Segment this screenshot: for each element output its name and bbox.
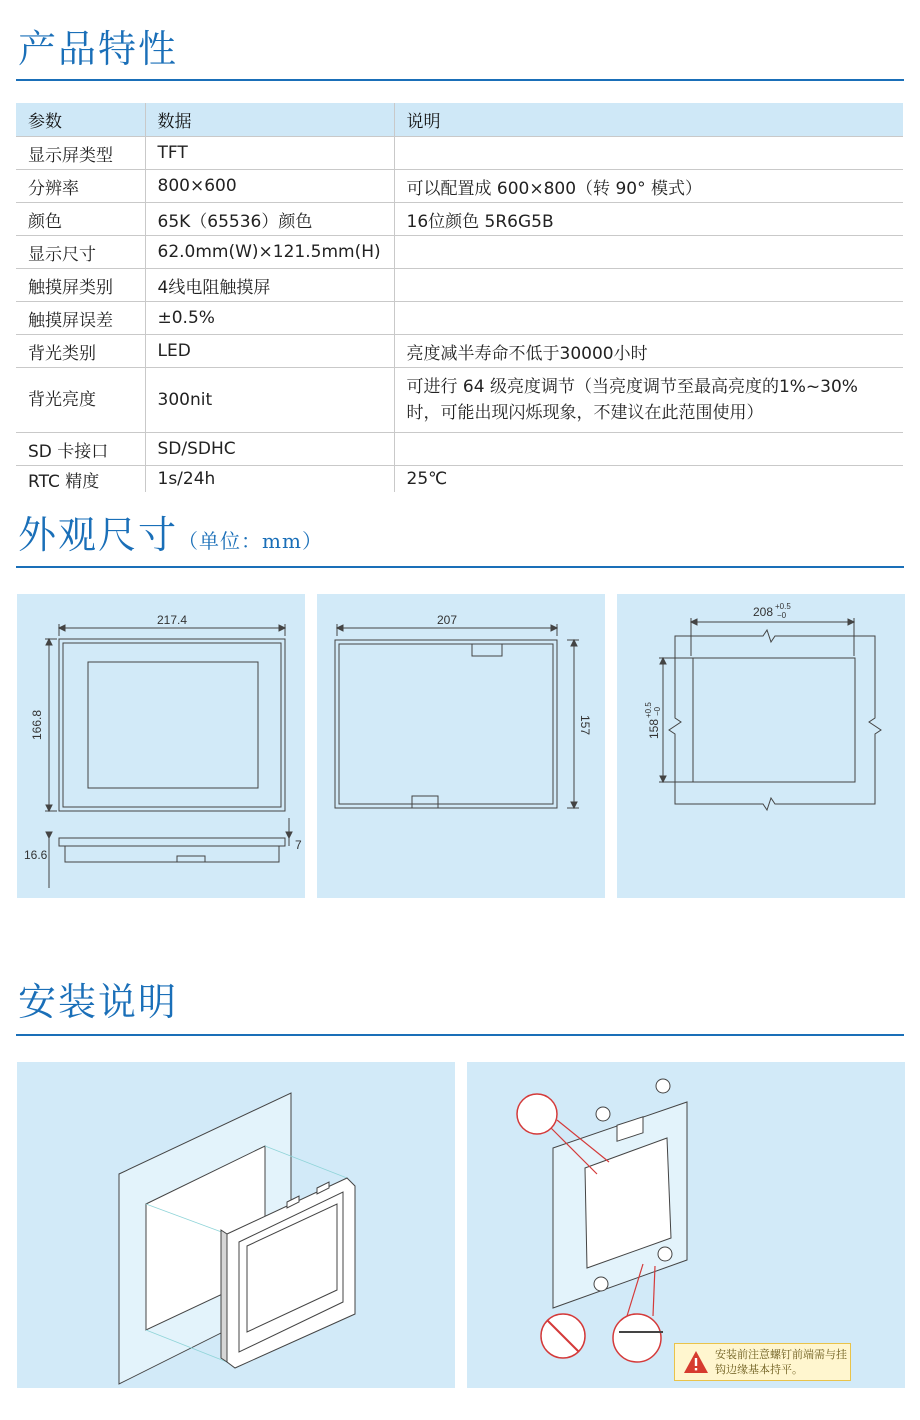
table-row (16, 137, 903, 170)
cell-desc (394, 269, 903, 302)
cutout-width-tol-plus: +0.5 (775, 602, 791, 611)
cell-desc: 25℃ (394, 466, 903, 493)
header-data: 数据 (145, 103, 394, 137)
cutout-drawing (617, 594, 905, 898)
front-view-panel (17, 594, 305, 898)
side-bezel-label: 7 (295, 838, 302, 852)
cell-desc: 亮度减半寿命不低于30000小时 (394, 335, 903, 368)
cutout-height-tol-minus: −0 (653, 706, 662, 716)
cell-param: 触摸屏类别 (16, 269, 145, 302)
section-rule (16, 79, 904, 81)
install-panel-right (467, 1062, 905, 1388)
cell-data: 800×600 (145, 170, 394, 203)
cell-param: RTC 精度 (28, 471, 100, 492)
table-row (16, 269, 903, 302)
cell-data: 1s/24h (145, 466, 394, 493)
back-width-label: 207 (436, 613, 458, 627)
install-panel-left (17, 1062, 455, 1388)
cell-param: 触摸屏误差 (16, 302, 145, 335)
cell-desc: 可进行 64 级亮度调节（当亮度调节至最高亮度的1%~30%时，可能出现闪烁现象，不建议在此范围使用） (394, 368, 903, 433)
cell-data: 300nit (145, 368, 394, 433)
dimensions-unit: （单位：mm） (178, 529, 323, 553)
back-view-panel (317, 594, 605, 898)
mounting-illustration (17, 1062, 455, 1388)
section-rule (16, 566, 904, 568)
table-row (16, 170, 903, 203)
cell-param: 颜色 (16, 203, 145, 236)
table-row (16, 302, 903, 335)
warning-icon (683, 1349, 709, 1375)
table-row (16, 466, 903, 493)
cell-desc (394, 302, 903, 335)
front-height-label: 166.8 (30, 709, 44, 741)
cutout-width-tol-minus: −0 (777, 611, 787, 620)
warning-text: 安装前注意螺钉前端需与挂钩边缘基本持平。 (715, 1348, 847, 1376)
cell-data: LED (145, 335, 394, 368)
table-row (16, 203, 903, 236)
cell-param: 分辨率 (16, 170, 145, 203)
header-param: 参数 (16, 103, 145, 137)
table-row (16, 236, 903, 269)
cell-desc (394, 137, 903, 170)
cell-data: SD/SDHC (145, 433, 394, 466)
cell-param: 显示尺寸 (16, 236, 145, 269)
section-rule (16, 1034, 904, 1036)
section-title-dimensions (18, 513, 323, 557)
table-row (16, 335, 903, 368)
back-view-drawing (317, 594, 605, 898)
section-title-features: 产品特性 (18, 27, 179, 71)
cell-data: 62.0mm(W)×121.5mm(H) (145, 236, 394, 269)
table-header-row (16, 103, 903, 137)
spec-table (16, 103, 903, 492)
cell-desc (394, 433, 903, 466)
front-view-drawing (17, 594, 305, 898)
screw-hook-illustration (467, 1062, 905, 1388)
cell-desc: 可以配置成 600×800（转 90° 模式） (394, 170, 903, 203)
install-warning (674, 1343, 851, 1381)
cutout-height-tol-plus: +0.5 (644, 702, 653, 718)
cell-desc: 16位颜色 5R6G5B (394, 203, 903, 236)
cutout-width-label: 208 (753, 605, 774, 619)
dimensions-title-text: 外观尺寸 (18, 513, 179, 557)
back-height-label: 157 (578, 714, 592, 736)
cell-param: 显示屏类型 (16, 137, 145, 170)
cell-data: 4线电阻触摸屏 (145, 269, 394, 302)
cell-data: TFT (145, 137, 394, 170)
cell-data: 65K（65536）颜色 (145, 203, 394, 236)
cell-param: 背光亮度 (16, 368, 145, 433)
table-row (16, 433, 903, 466)
cell-data: ±0.5% (145, 302, 394, 335)
cell-param: 背光类别 (16, 335, 145, 368)
cutout-panel (617, 594, 905, 898)
side-depth-label: 16.6 (24, 848, 48, 862)
front-width-label: 217.4 (156, 613, 188, 627)
cell-param: SD 卡接口 (16, 433, 145, 466)
cutout-height-label: 158 (647, 718, 661, 739)
section-title-install: 安装说明 (18, 980, 179, 1024)
table-row (16, 368, 903, 433)
header-desc: 说明 (394, 103, 903, 137)
cell-desc (394, 236, 903, 269)
